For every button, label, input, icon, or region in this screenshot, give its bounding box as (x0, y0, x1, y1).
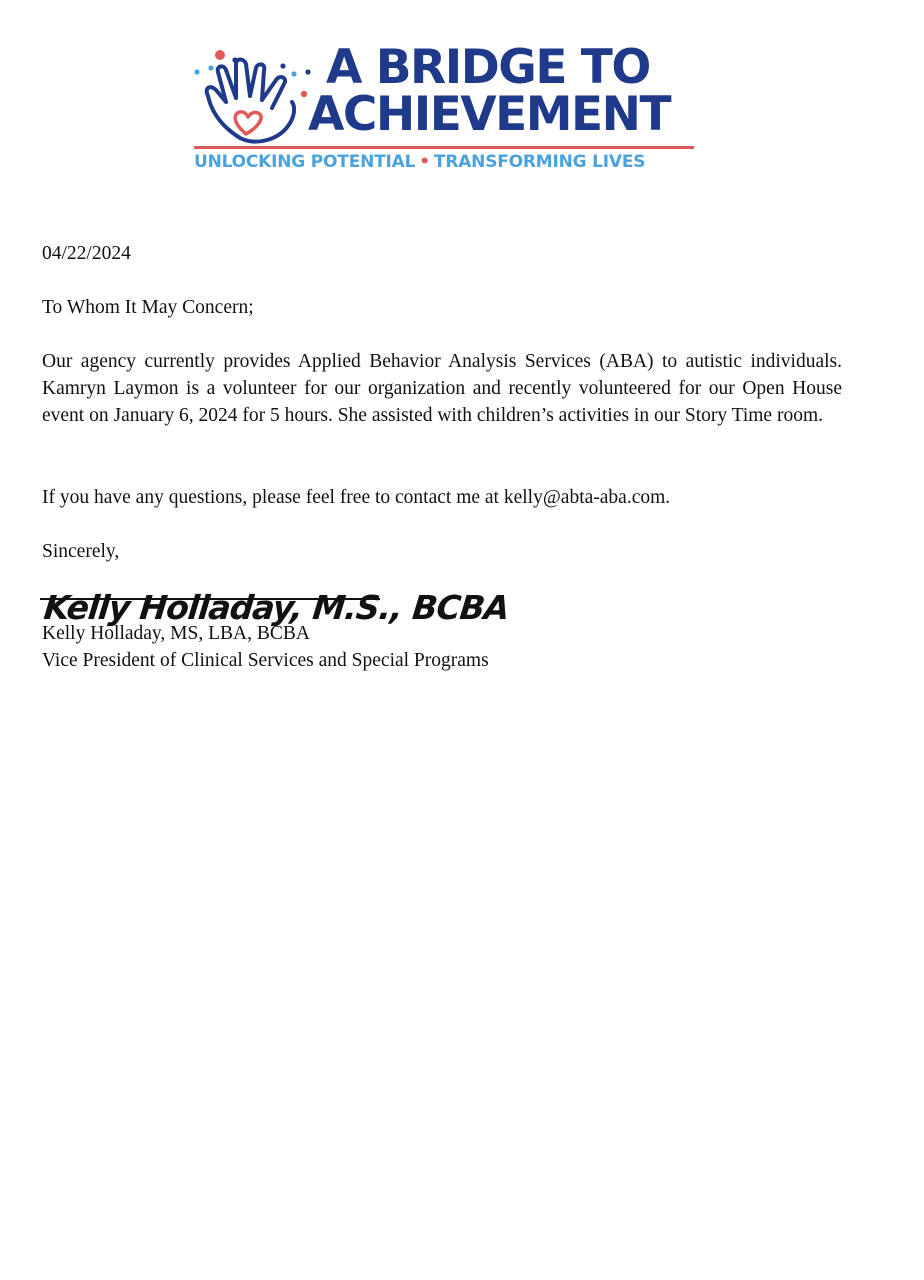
handwritten-signature (40, 580, 511, 640)
letter-body: Our agency currently provides Applied Behavior Analysis Services (ABA) to autistic individuals. Kamryn Laymon is a volunteer for our organization and recently volunteered for our Open House event on January 6, 2024 for 5 hours. She assisted with children’s activities in our Story Time room. (42, 351, 842, 426)
tagline-separator: • (419, 152, 430, 172)
organization-logo (190, 40, 700, 184)
letter-date: 04/22/2024 (42, 243, 131, 264)
letter-contact: If you have any questions, please feel free to contact me at kelly@abta-aba.com. (42, 487, 671, 508)
signer-title: Vice President of Clinical Services and Special Programs (42, 650, 489, 671)
hand-heart-icon (190, 44, 320, 144)
logo-divider (194, 146, 694, 149)
logo-title-line2: ACHIEVEMENT (308, 87, 671, 142)
letter-closing: Sincerely, (42, 541, 120, 562)
tagline-right: TRANSFORMING LIVES (433, 152, 646, 172)
logo-title-line1: A BRIDGE TO (326, 40, 650, 95)
signer-name: Kelly Holladay, MS, LBA, BCBA (42, 623, 310, 644)
logo-title (308, 40, 698, 142)
letter-salutation: To Whom It May Concern; (42, 297, 254, 318)
logo-tagline (194, 152, 694, 172)
signature-text: Kelly Holladay, M.S., BCBA (42, 588, 511, 627)
tagline-left: UNLOCKING POTENTIAL (194, 152, 416, 172)
